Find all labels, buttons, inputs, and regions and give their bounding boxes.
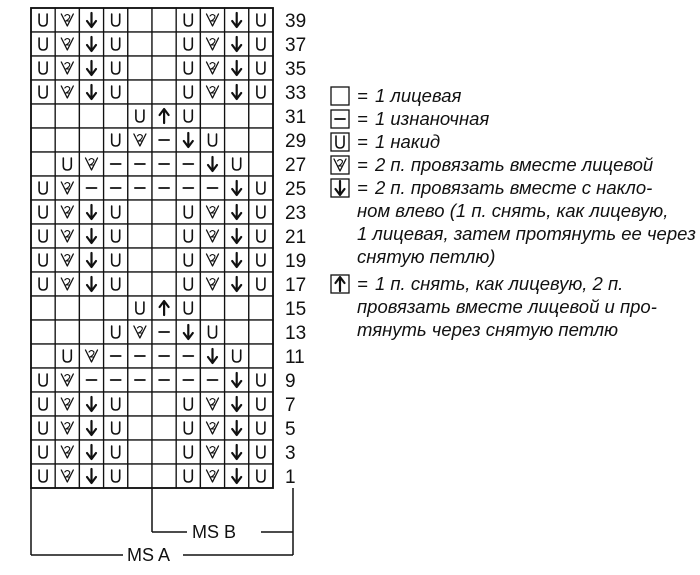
chart-cell-sk2p (152, 104, 176, 128)
chart-cell-yo (176, 248, 200, 272)
chart-cell-p (176, 368, 200, 392)
purl-symbol-icon (330, 109, 348, 127)
chart-cell-k (128, 56, 152, 80)
chart-cell-yo (104, 248, 128, 272)
chart-cell-ssk (225, 416, 249, 440)
chart-cell-p (104, 368, 128, 392)
row-number: 1 (285, 467, 296, 488)
chart-cell-k (249, 104, 273, 128)
chart-cell-ssk (225, 392, 249, 416)
chart-cell-yo (55, 344, 79, 368)
row-number: 5 (285, 419, 296, 440)
chart-cell-k (152, 248, 176, 272)
chart-cell-ssk (79, 416, 103, 440)
chart-cell-k2tog (55, 200, 79, 224)
chart-cell-ssk (225, 248, 249, 272)
chart-cell-p (128, 176, 152, 200)
chart-cell-yo (31, 440, 55, 464)
chart-cell-k (128, 392, 152, 416)
chart-cell-ssk (225, 464, 249, 488)
chart-cell-k (249, 152, 273, 176)
chart-cell-yo (176, 56, 200, 80)
legend-text: 2 п. провязать вместе с накло- ном влево (1 п. снять, как лицевую, 1 лицевая, затем протянуть ее через снятую петлю) (357, 177, 696, 267)
chart-cell-p (176, 344, 200, 368)
chart-cell-k (128, 248, 152, 272)
chart-cell-p (104, 176, 128, 200)
chart-cell-p (104, 152, 128, 176)
chart-cell-p (152, 176, 176, 200)
row-number: 39 (285, 11, 307, 32)
chart-cell-ssk (79, 272, 103, 296)
chart-cell-k (249, 128, 273, 152)
chart-cell-p (200, 176, 224, 200)
chart-cell-yo (176, 32, 200, 56)
chart-cell-yo (104, 32, 128, 56)
chart-cell-k (128, 80, 152, 104)
chart-cell-k (128, 464, 152, 488)
chart-cell-k2tog (128, 128, 152, 152)
chart-cell-k (249, 296, 273, 320)
chart-cell-yo (249, 272, 273, 296)
chart-cell-yo (249, 8, 273, 32)
chart-cell-p (104, 344, 128, 368)
chart-cell-ssk (225, 224, 249, 248)
chart-cell-yo (104, 464, 128, 488)
ssk-symbol-icon (330, 178, 348, 196)
chart-cell-p (200, 368, 224, 392)
chart-cell-p (152, 128, 176, 152)
chart-cell-k (200, 296, 224, 320)
row-number: 13 (285, 323, 307, 344)
chart-cell-yo (249, 56, 273, 80)
chart-cell-k2tog (79, 344, 103, 368)
chart-cell-yo (249, 200, 273, 224)
chart-cell-yo (249, 464, 273, 488)
row-number: 9 (285, 371, 296, 392)
row-number: 31 (285, 107, 307, 128)
chart-cell-k (128, 416, 152, 440)
chart-cell-yo (31, 176, 55, 200)
chart-cell-yo (249, 368, 273, 392)
row-number: 11 (285, 347, 305, 368)
chart-cell-k (152, 224, 176, 248)
chart-cell-k2tog (128, 320, 152, 344)
chart-cell-k (79, 128, 103, 152)
chart-cell-k (128, 272, 152, 296)
chart-cell-k (225, 296, 249, 320)
chart-cell-k2tog (55, 392, 79, 416)
chart-cell-yo (176, 200, 200, 224)
chart-cell-yo (176, 272, 200, 296)
chart-cell-yo (104, 80, 128, 104)
chart-cell-ssk (225, 200, 249, 224)
chart-cell-yo (104, 416, 128, 440)
chart-cell-yo (249, 392, 273, 416)
chart-cell-ssk (225, 32, 249, 56)
row-number: 3 (285, 443, 296, 464)
chart-cell-k2tog (55, 176, 79, 200)
row-number: 17 (285, 275, 307, 296)
chart-cell-k (31, 152, 55, 176)
chart-cell-yo (104, 200, 128, 224)
knit-symbol-icon (330, 86, 348, 104)
chart-cell-p (152, 344, 176, 368)
chart-cell-k2tog (200, 248, 224, 272)
row-numbers (285, 11, 306, 488)
legend-item-yarn-over: = 1 накид (327, 130, 699, 153)
chart-cell-ssk (79, 200, 103, 224)
chart-cell-yo (200, 128, 224, 152)
chart-cell-k (200, 104, 224, 128)
chart-cell-ssk (225, 440, 249, 464)
row-number: 29 (285, 131, 307, 152)
chart-cell-k2tog (200, 224, 224, 248)
chart-cell-ssk (79, 248, 103, 272)
legend-text: 2 п. провязать вместе лицевой (374, 154, 654, 175)
chart-cell-k2tog (200, 32, 224, 56)
chart-cell-k2tog (79, 152, 103, 176)
chart-cell-yo (104, 128, 128, 152)
chart-cell-yo (249, 32, 273, 56)
row-number: 15 (285, 299, 307, 320)
chart-cell-k (55, 128, 79, 152)
chart-cell-k2tog (55, 224, 79, 248)
chart-cell-yo (31, 8, 55, 32)
chart-cell-k2tog (200, 416, 224, 440)
chart-cell-k2tog (200, 200, 224, 224)
chart-cell-yo (249, 80, 273, 104)
row-number: 21 (285, 227, 307, 248)
chart-cell-yo (176, 104, 200, 128)
chart-cell-yo (225, 344, 249, 368)
chart-cell-k2tog (55, 32, 79, 56)
chart-cell-yo (200, 320, 224, 344)
row-number: 19 (285, 251, 307, 272)
chart-cell-k (249, 320, 273, 344)
chart-cell-k (31, 344, 55, 368)
chart-cell-yo (31, 272, 55, 296)
chart-cell-ssk (225, 80, 249, 104)
chart-cell-k2tog (200, 56, 224, 80)
chart-cell-k (152, 272, 176, 296)
chart-cell-ssk (225, 56, 249, 80)
chart-cell-ssk (79, 80, 103, 104)
chart-cell-yo (31, 464, 55, 488)
chart-cell-k (128, 440, 152, 464)
chart-cell-yo (104, 224, 128, 248)
chart-cell-k2tog (55, 464, 79, 488)
legend-text: 1 накид (374, 131, 441, 152)
chart-cell-yo (104, 440, 128, 464)
chart-cell-yo (31, 368, 55, 392)
chart-cell-ssk (225, 176, 249, 200)
chart-cell-p (128, 368, 152, 392)
chart-cell-yo (31, 248, 55, 272)
repeat-brackets (31, 488, 293, 565)
chart-cell-k (79, 104, 103, 128)
k2tog-symbol-icon (330, 155, 348, 173)
chart-cell-yo (31, 80, 55, 104)
chart-cell-yo (104, 320, 128, 344)
chart-cell-k (225, 104, 249, 128)
chart-cell-ssk (225, 368, 249, 392)
row-number: 25 (285, 179, 307, 200)
chart-cell-k (55, 296, 79, 320)
chart-cell-k (79, 320, 103, 344)
chart-cell-k2tog (200, 464, 224, 488)
chart-cell-p (79, 176, 103, 200)
chart-cell-k2tog (200, 392, 224, 416)
chart-cell-yo (176, 296, 200, 320)
sk2p-symbol-icon (330, 274, 348, 292)
chart-cell-ssk (79, 56, 103, 80)
chart-cell-yo (104, 392, 128, 416)
chart-cell-yo (31, 200, 55, 224)
chart-cell-ssk (225, 8, 249, 32)
chart-cell-p (128, 344, 152, 368)
chart-cell-ssk (79, 440, 103, 464)
chart-cell-yo (55, 152, 79, 176)
row-number: 7 (285, 395, 296, 416)
chart-cell-yo (176, 224, 200, 248)
legend-text: 1 п. снять, как лицевую, 2 п. провязать вместе лицевой и про- тянуть через снятую петлю (357, 273, 657, 340)
chart-cell-yo (249, 440, 273, 464)
legend (327, 84, 699, 341)
yarn-over-symbol-icon (330, 132, 348, 150)
row-number: 37 (285, 35, 307, 56)
chart-cell-k2tog (55, 248, 79, 272)
chart-cell-k (249, 344, 273, 368)
chart-cell-k2tog (55, 272, 79, 296)
chart-cell-k (152, 392, 176, 416)
chart-cell-k (152, 200, 176, 224)
chart-cell-yo (176, 80, 200, 104)
chart-cell-k (152, 464, 176, 488)
chart-cell-yo (249, 416, 273, 440)
legend-item-knit: = 1 лицевая (327, 84, 699, 107)
chart-cell-k (128, 224, 152, 248)
chart-cell-yo (176, 440, 200, 464)
chart-cell-yo (128, 296, 152, 320)
chart-cell-ssk (79, 224, 103, 248)
chart-cell-yo (104, 56, 128, 80)
chart-cell-p (176, 176, 200, 200)
chart-cell-yo (176, 8, 200, 32)
chart-cell-yo (104, 8, 128, 32)
chart-cell-k (152, 8, 176, 32)
legend-item-sk2p: = 1 п. снять, как лицевую, 2 п. провязать вместе лицевой и про- тянуть через снятую петлю (327, 272, 699, 341)
chart-cell-k (152, 416, 176, 440)
chart-cell-k (31, 296, 55, 320)
chart-cell-ssk (176, 128, 200, 152)
chart-cell-ssk (79, 392, 103, 416)
legend-item-k2tog: = 2 п. провязать вместе лицевой (327, 153, 699, 176)
chart-cell-sk2p (152, 296, 176, 320)
chart-cell-yo (31, 56, 55, 80)
row-number: 35 (285, 59, 307, 80)
chart-cell-p (152, 320, 176, 344)
chart-cell-k (55, 104, 79, 128)
chart-cell-ssk (200, 152, 224, 176)
chart-cell-k (152, 56, 176, 80)
chart-cell-k2tog (55, 56, 79, 80)
legend-item-purl: = 1 изнаночная (327, 107, 699, 130)
chart-cell-yo (176, 464, 200, 488)
chart-cell-yo (176, 416, 200, 440)
chart-cell-yo (249, 248, 273, 272)
chart-cell-k2tog (200, 80, 224, 104)
chart-cell-ssk (79, 464, 103, 488)
chart-cell-k2tog (55, 368, 79, 392)
chart-cell-k (128, 32, 152, 56)
chart-cell-k2tog (55, 8, 79, 32)
legend-item-ssk: = 2 п. провязать вместе с накло- ном влево (1 п. снять, как лицевую, 1 лицевая, затем протянуть ее через снятую петлю) (327, 176, 699, 268)
legend-text: 1 лицевая (374, 85, 462, 106)
legend-text: 1 изнаночная (374, 108, 490, 129)
chart-cell-k (128, 8, 152, 32)
chart-cell-p (176, 152, 200, 176)
ms-b-label: MS B (192, 522, 237, 542)
row-number: 27 (285, 155, 307, 176)
chart-cell-k (152, 440, 176, 464)
chart-cell-k2tog (55, 80, 79, 104)
chart-cell-k (31, 104, 55, 128)
chart-cell-yo (31, 224, 55, 248)
chart-cell-p (128, 152, 152, 176)
chart-cell-ssk (200, 344, 224, 368)
chart-cell-yo (176, 392, 200, 416)
chart-cell-k (152, 32, 176, 56)
chart-cell-k2tog (200, 440, 224, 464)
chart-cell-yo (104, 272, 128, 296)
chart-cell-k2tog (200, 272, 224, 296)
chart-cell-yo (249, 176, 273, 200)
chart-cell-k (225, 128, 249, 152)
chart-cell-k (79, 296, 103, 320)
chart-cell-k2tog (55, 416, 79, 440)
ms-a-label: MS A (127, 545, 171, 565)
chart-cell-k (225, 320, 249, 344)
chart-cell-k (152, 80, 176, 104)
chart-cell-yo (31, 32, 55, 56)
chart-cell-ssk (79, 8, 103, 32)
chart-cell-yo (225, 152, 249, 176)
chart-cell-yo (31, 416, 55, 440)
row-number: 23 (285, 203, 307, 224)
chart-cell-yo (249, 224, 273, 248)
chart-grid (31, 8, 273, 488)
chart-cell-yo (128, 104, 152, 128)
chart-cell-k (31, 128, 55, 152)
chart-cell-p (79, 368, 103, 392)
chart-cell-k (55, 320, 79, 344)
chart-cell-yo (31, 392, 55, 416)
chart-cell-ssk (79, 32, 103, 56)
row-number: 33 (285, 83, 307, 104)
chart-cell-k (31, 320, 55, 344)
chart-cell-ssk (176, 320, 200, 344)
chart-cell-p (152, 152, 176, 176)
chart-cell-k (104, 104, 128, 128)
chart-cell-p (152, 368, 176, 392)
chart-cell-k (128, 200, 152, 224)
chart-cell-ssk (225, 272, 249, 296)
chart-cell-k2tog (55, 440, 79, 464)
chart-cell-k2tog (200, 8, 224, 32)
chart-cell-k (104, 296, 128, 320)
